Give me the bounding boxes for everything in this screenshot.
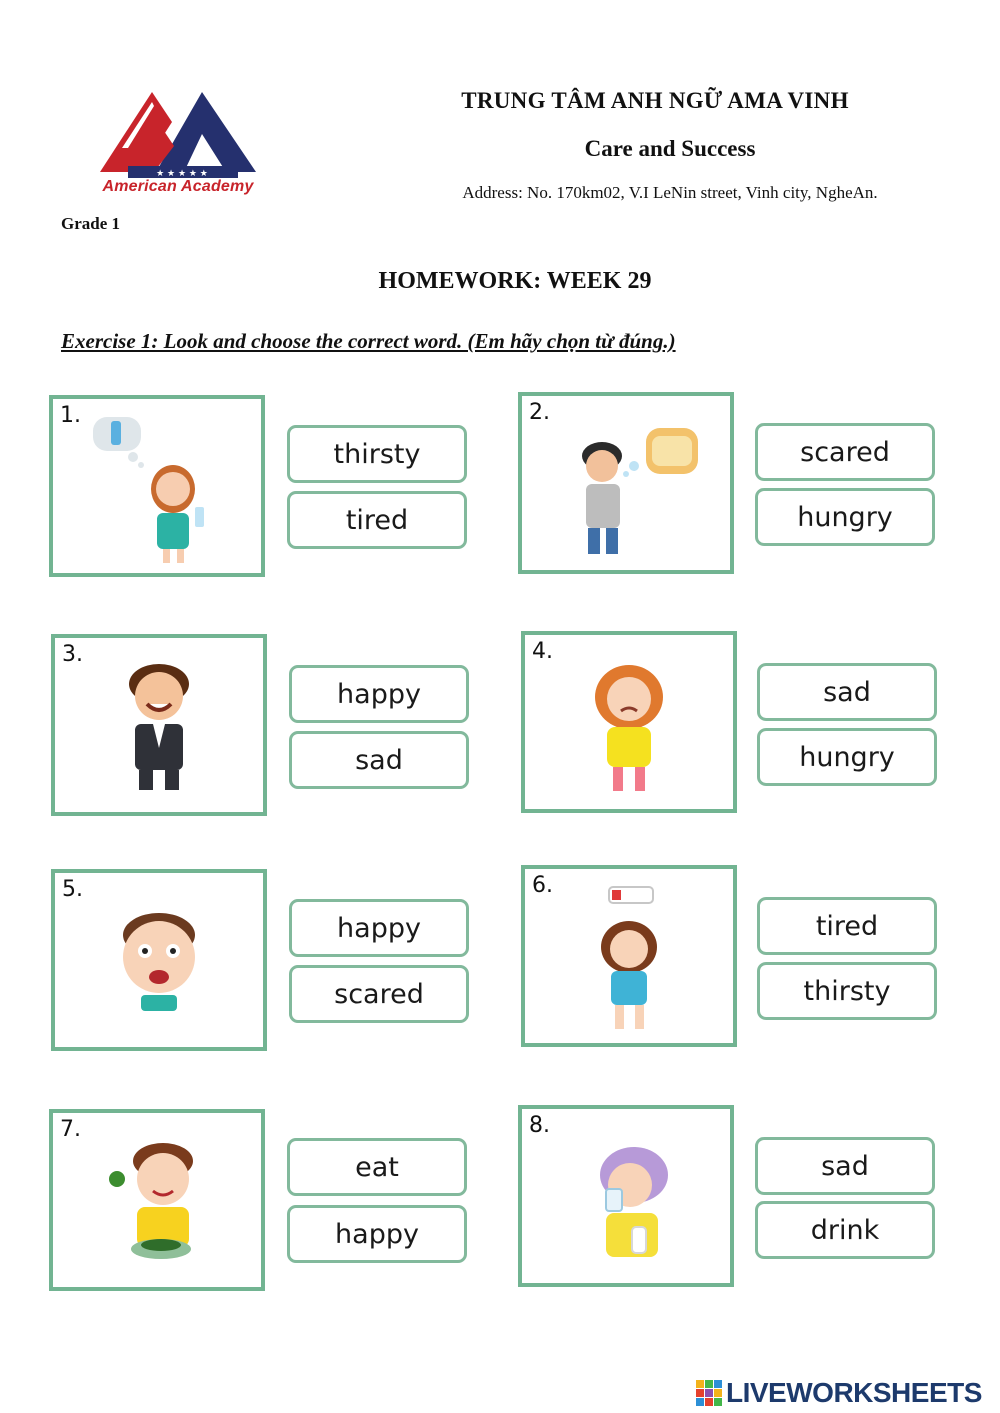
exercise-number: 7.: [60, 1117, 81, 1142]
exercise-1-picture: [49, 395, 265, 577]
grade-label: Grade 1: [61, 214, 121, 233]
exercise-number: 8.: [529, 1113, 550, 1138]
exercise-number: 1.: [60, 403, 81, 428]
happy-man-icon: [55, 638, 263, 812]
exercise-instruction: Exercise 1: Look and choose the correct word. (Em hãy chọn từ đúng.): [61, 329, 676, 353]
option-button[interactable]: sad: [755, 1137, 935, 1195]
page-title: HOMEWORK: WEEK 29: [378, 268, 652, 294]
center-name: TRUNG TÂM ANH NGỮ AMA VINH: [461, 88, 849, 113]
exercise-number: 6.: [532, 873, 553, 898]
option-button[interactable]: thirsty: [287, 425, 467, 483]
option-button[interactable]: tired: [287, 491, 467, 549]
exercise-7-picture: [49, 1109, 265, 1291]
option-button[interactable]: happy: [287, 1205, 467, 1263]
tired-girl-icon: [525, 869, 733, 1043]
exercise-8-picture: [518, 1105, 734, 1287]
option-button[interactable]: hungry: [755, 488, 935, 546]
option-button[interactable]: scared: [755, 423, 935, 481]
exercise-number: 4.: [532, 639, 553, 664]
option-button[interactable]: tired: [757, 897, 937, 955]
option-button[interactable]: happy: [289, 899, 469, 957]
option-button[interactable]: drink: [755, 1201, 935, 1259]
option-button[interactable]: scared: [289, 965, 469, 1023]
option-button[interactable]: thirsty: [757, 962, 937, 1020]
exercise-number: 5.: [62, 877, 83, 902]
hungry-man-icon: [522, 396, 730, 570]
girl-drinking-icon: [522, 1109, 730, 1283]
exercise-number: 3.: [62, 642, 83, 667]
option-button[interactable]: sad: [757, 663, 937, 721]
exercise-3-picture: [51, 634, 267, 816]
logo-caption: American Academy: [102, 178, 254, 195]
brand-name: LIVEWORKSHEETS: [726, 1377, 982, 1408]
liveworksheets-logo-icon: [696, 1380, 722, 1406]
exercise-5-picture: [51, 869, 267, 1051]
exercise-4-picture: [521, 631, 737, 813]
slogan: Care and Success: [584, 136, 756, 161]
address: Address: No. 170km02, V.I LeNin street, Vinh city, NgheAn.: [462, 183, 878, 202]
exercise-number: 2.: [529, 400, 550, 425]
liveworksheets-brand[interactable]: [696, 1378, 982, 1408]
option-button[interactable]: eat: [287, 1138, 467, 1196]
thirsty-girl-icon: [53, 399, 261, 573]
boy-eating-icon: [53, 1113, 261, 1287]
option-button[interactable]: hungry: [757, 728, 937, 786]
scared-boy-icon: [55, 873, 263, 1047]
exercise-6-picture: [521, 865, 737, 1047]
option-button[interactable]: sad: [289, 731, 469, 789]
svg-text:★ ★ ★ ★ ★: ★ ★ ★ ★ ★: [156, 169, 208, 179]
option-button[interactable]: happy: [289, 665, 469, 723]
sad-girl-icon: [525, 635, 733, 809]
exercise-2-picture: [518, 392, 734, 574]
